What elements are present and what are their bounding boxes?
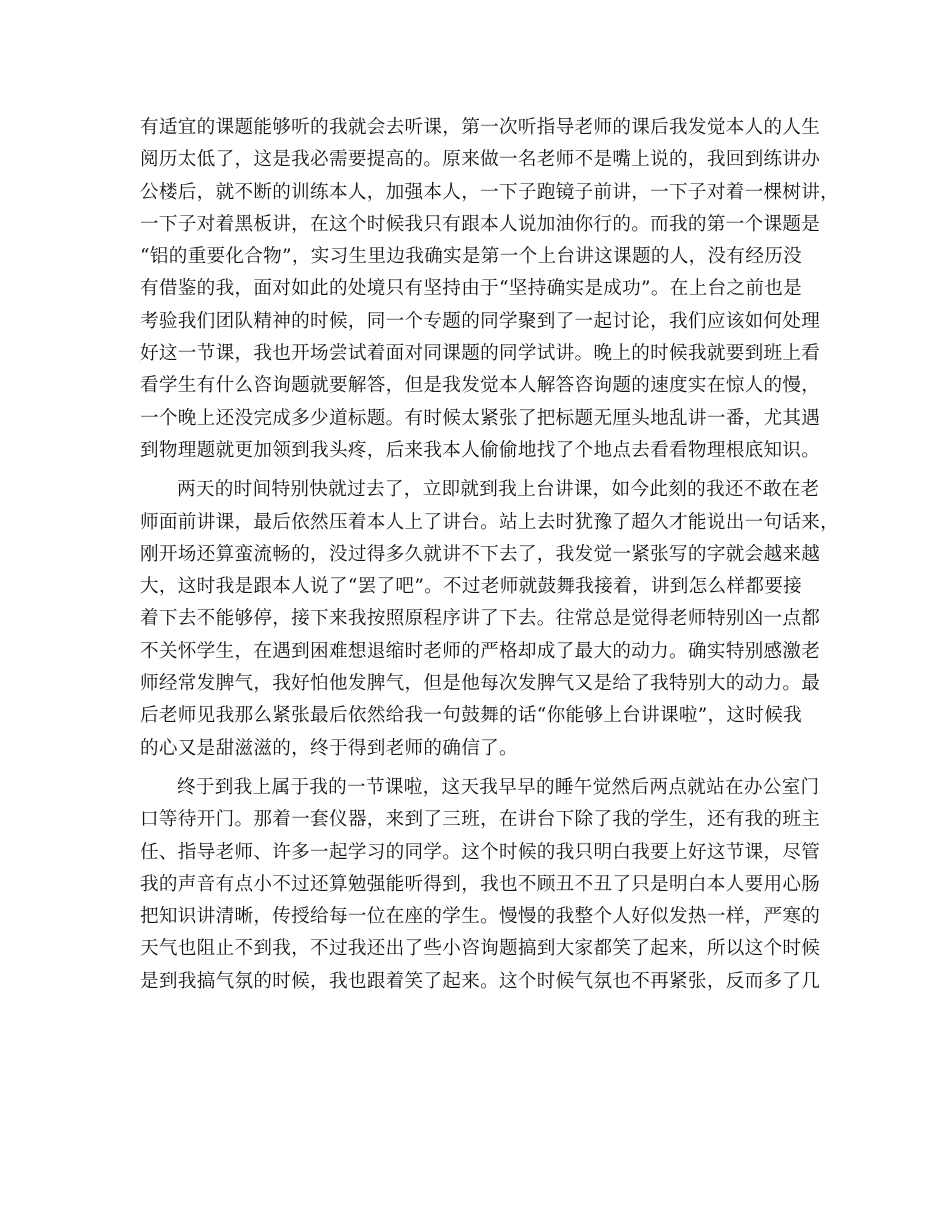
- text-line: 有适宜的课题能够听的我就会去听课，第一次听指导老师的课后我发觉本人的人生: [140, 117, 821, 138]
- text-line: 口等待开门。那着一套仪器，来到了三班，在讲台下除了我的学生，还有我的班主: [140, 809, 821, 831]
- text-line: 不关怀学生，在遇到困难想退缩时老师的严格却成了最大的动力。确实特别感激老: [140, 640, 821, 662]
- text-line: 阅历太低了，这是我必需要提高的。原来做一名老师不是嘴上说的，我回到练讲办: [140, 149, 821, 171]
- paragraph-gap: [140, 765, 815, 772]
- text-line: 的心又是甜滋滋的，终于得到老师的确信了。: [140, 737, 518, 759]
- paragraph-2: [140, 474, 840, 765]
- paragraph-3: [140, 772, 821, 998]
- text-line: 有借鉴的我，面对如此的处境只有坚持由于“坚持确实是成功”。在上台之前也是: [140, 278, 802, 300]
- text-line: 好这一节课，我也开场尝试着面对同课题的同学试讲。晚上的时候我就要到班上看: [140, 343, 821, 365]
- text-line: 终于到我上属于我的一节课啦，这天我早早的睡午觉然后两点就站在办公室门: [177, 776, 820, 798]
- text-line: 大，这时我是跟本人说了“罢了吧”。不过老师就鼓舞我接着，讲到怎么样都要接: [140, 576, 802, 598]
- text-line: 看学生有什么咨询题就要解答，但是我发觉本人解答咨询题的速度实在惊人的慢，: [140, 375, 821, 397]
- text-line: 刚开场还算蛮流畅的，没过得多久就讲不下去了，我发觉一紧张写的字就会越来越: [140, 543, 821, 565]
- text-line: 任、指导老师、许多一起学习的同学。这个时候的我只明白我要上好这节课，尽管: [140, 841, 821, 863]
- text-line: 天气也阻止不到我，不过我还出了些小咨询题搞到大家都笑了起来，所以这个时候: [140, 938, 821, 960]
- text-line: 师面前讲课，最后依然压着本人上了讲台。站上去时犹豫了超久才能说出一句话来，: [140, 511, 840, 533]
- text-line: 是到我搞气氛的时候，我也跟着笑了起来。这个时候气氛也不再紧张，反而多了几: [140, 970, 821, 992]
- text-line: 后老师见我那么紧张最后依然给我一句鼓舞的话“你能够上台讲课啦”，这时候我: [140, 705, 802, 727]
- text-line: 到物理题就更加领到我头疼，后来我本人偷偷地找了个地点去看看物理根底知识。: [140, 439, 821, 461]
- text-line: 一个晚上还没完成多少道标题。有时候太紧张了把标题无厘头地乱讲一番，尤其遇: [140, 407, 821, 429]
- text-line: 我的声音有点小不过还算勉强能听得到，我也不顾丑不丑了只是明白本人要用心肠: [140, 873, 821, 895]
- document-body: [140, 112, 840, 998]
- paragraph-1: [140, 112, 840, 467]
- text-line: 着下去不能够停，接下来我按照原程序讲了下去。往常总是觉得老师特别凶一点都: [140, 608, 821, 630]
- text-line: 师经常发脾气，我好怕他发脾气，但是他每次发脾气又是给了我特别大的动力。最: [140, 673, 821, 695]
- text-line: 考验我们团队精神的时候，同一个专题的同学聚到了一起讨论，我们应该如何处理: [140, 310, 821, 332]
- paragraph-gap: [140, 467, 815, 474]
- text-line: 两天的时间特别快就过去了，立即就到我上台讲课，如今此刻的我还不敢在老: [177, 479, 820, 501]
- text-line: 公楼后，就不断的训练本人，加强本人，一下子跑镜子前讲，一下子对着一棵树讲，: [140, 181, 840, 203]
- text-line: 一下子对着黑板讲，在这个时候我只有跟本人说加油你行的。而我的第一个课题是: [140, 213, 821, 235]
- text-line: “铝的重要化合物”，实习生里边我确实是第一个上台讲这课题的人，没有经历没: [140, 246, 802, 268]
- text-line: 把知识讲清晰，传授给每一位在座的学生。慢慢的我整个人好似发热一样，严寒的: [140, 906, 821, 928]
